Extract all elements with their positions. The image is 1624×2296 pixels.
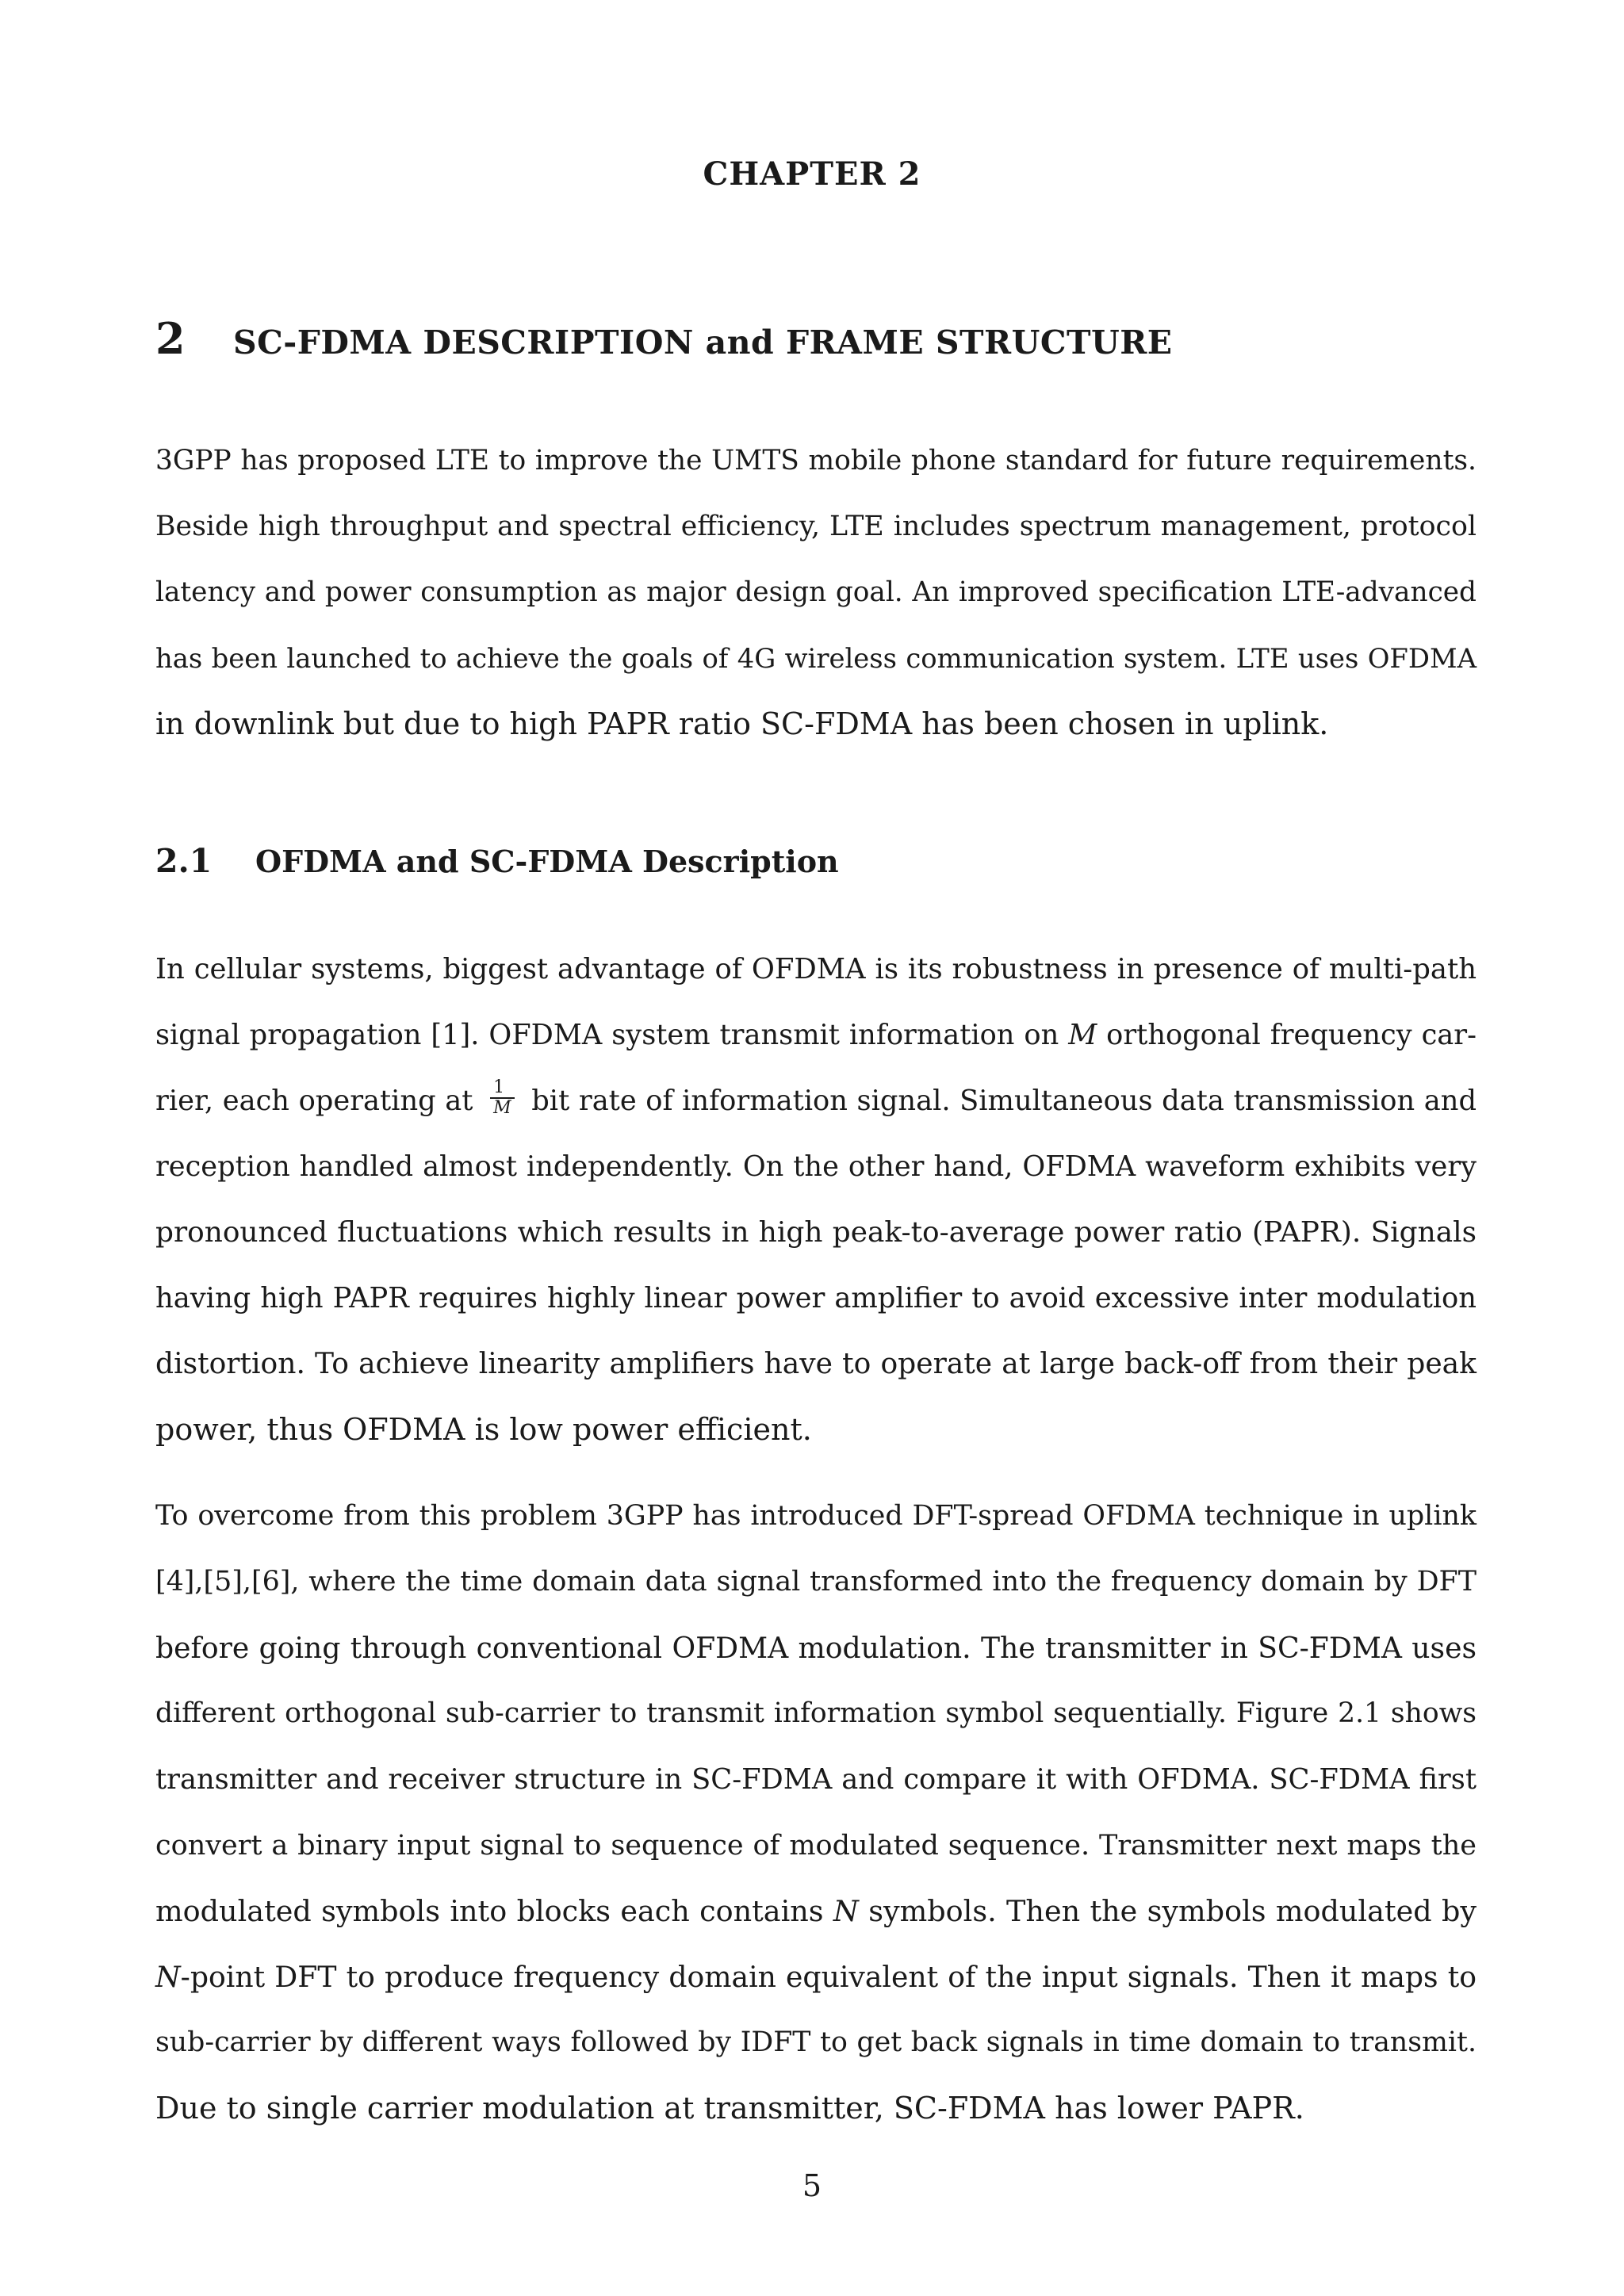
paragraph-line: In cellular systems, biggest advantage of OFDMA is its robustness in presence of multi-path xyxy=(155,953,1477,985)
paragraph-line: pronounced fluctuations which results in high peak-to-average power ratio (PAPR). Signals xyxy=(155,1216,1477,1249)
paragraph-line: [4],[5],[6], where the time domain data signal transformed into the frequency domain by DFT xyxy=(155,1566,1477,1598)
page-number: 5 xyxy=(802,2168,822,2203)
paragraph-line: latency and power consumption as major design goal. An improved specification LTE-advanced xyxy=(155,576,1477,608)
math-variable-n: N xyxy=(833,1894,859,1928)
paragraph-line xyxy=(155,1944,1477,2010)
paragraph-line: convert a binary input signal to sequence of modulated sequence. Transmitter next maps the xyxy=(155,1829,1477,1862)
chapter-title: SC-FDMA DESCRIPTION and FRAME STRUCTURE xyxy=(233,323,1173,362)
section-number: 2.1 xyxy=(155,842,213,880)
paragraph-line: sub-carrier by different ways followed by IDFT to get back signals in time domain to transmit. xyxy=(155,2026,1477,2058)
section-paragraph-2 xyxy=(155,1483,1477,2141)
text-run: rier, each operating at xyxy=(155,1085,473,1117)
chapter-label: CHAPTER 2 xyxy=(703,155,921,193)
paragraph-line: having high PAPR requires highly linear power amplifier to avoid excessive inter modulation xyxy=(155,1282,1477,1314)
paragraph-line: in downlink but due to high PAPR ratio SC-FDMA has been chosen in uplink. xyxy=(155,706,1329,741)
section-title: OFDMA and SC-FDMA Description xyxy=(255,844,839,879)
math-variable-n: N xyxy=(155,1960,181,1994)
paragraph-line: reception handled almost independently. On the other hand, OFDMA waveform exhibits very xyxy=(155,1150,1477,1183)
paragraph-line xyxy=(155,1068,1477,1134)
paragraph-line: 3GPP has proposed LTE to improve the UMTS mobile phone standard for future requirements. xyxy=(155,445,1477,476)
text-run: orthogonal frequency car- xyxy=(1097,1019,1477,1051)
paragraph-line: distortion. To achieve linearity amplifiers have to operate at large back-off from their peak xyxy=(155,1347,1477,1380)
section-heading xyxy=(155,842,839,880)
paragraph-line: has been launched to achieve the goals of 4G wireless communication system. LTE uses OFDMA xyxy=(155,643,1477,674)
paragraph-line: Due to single carrier modulation at transmitter, SC-FDMA has lower PAPR. xyxy=(155,2091,1304,2126)
text-run: modulated symbols into blocks each contains xyxy=(155,1894,833,1928)
fraction-denominator: M xyxy=(493,1097,511,1118)
text-run: -point DFT to produce frequency domain equivalent of the input signals. Then it maps to xyxy=(180,1960,1477,1994)
chapter-heading xyxy=(155,313,1173,364)
text-run: bit rate of information signal. Simultaneous data transmission and xyxy=(531,1085,1477,1117)
intro-paragraph xyxy=(155,428,1477,757)
paragraph-line: To overcome from this problem 3GPP has introduced DFT-spread OFDMA technique in uplink xyxy=(155,1500,1477,1532)
fraction-numerator: 1 xyxy=(490,1078,515,1099)
chapter-number: 2 xyxy=(155,313,186,364)
paragraph-line: before going through conventional OFDMA modulation. The transmitter in SC-FDMA uses xyxy=(155,1631,1477,1665)
math-variable-m: M xyxy=(1068,1019,1097,1051)
text-run: symbols. Then the symbols modulated by xyxy=(858,1894,1477,1928)
paragraph-line: power, thus OFDMA is low power efficient. xyxy=(155,1412,812,1447)
paragraph-line: Beside high throughput and spectral efficiency, LTE includes spectrum management, protocol xyxy=(155,511,1477,542)
paragraph-line xyxy=(155,1878,1477,1944)
section-paragraph-1 xyxy=(155,936,1477,1463)
fraction-one-over-m xyxy=(490,1078,515,1118)
paragraph-line: different orthogonal sub-carrier to transmit information symbol sequentially. Figure 2.1 shows xyxy=(155,1697,1477,1729)
text-run: signal propagation [1]. OFDMA system transmit information on xyxy=(155,1019,1069,1051)
paragraph-line: transmitter and receiver structure in SC-FDMA and compare it with OFDMA. SC-FDMA first xyxy=(155,1763,1477,1796)
paragraph-line xyxy=(155,1002,1477,1068)
